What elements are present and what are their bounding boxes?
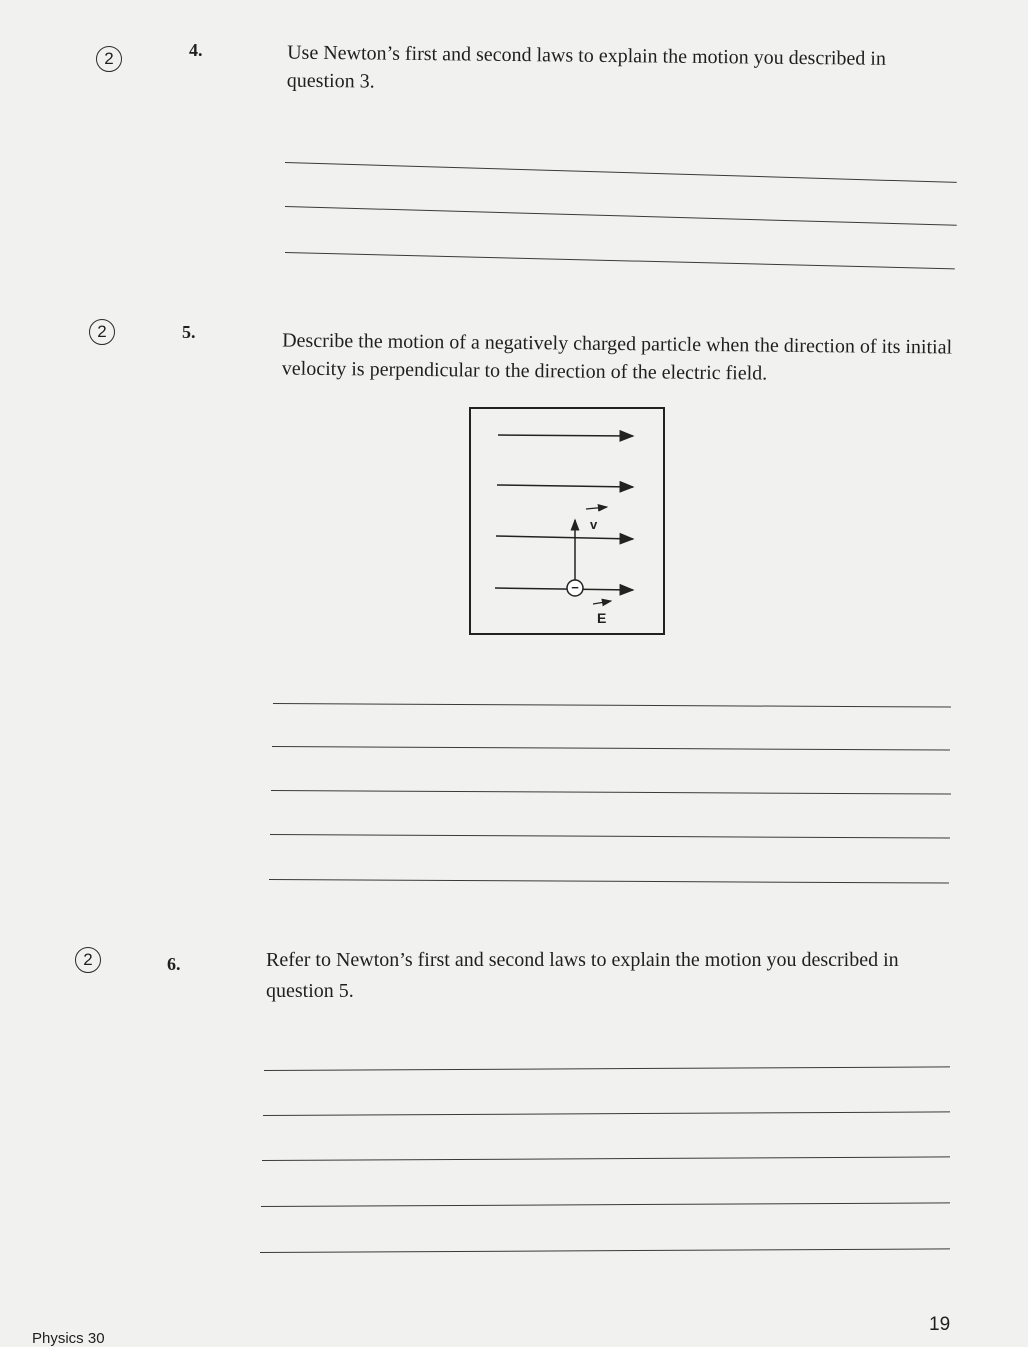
question-text: Refer to Newton’s first and second laws to explain the motion you described in question 5. (266, 949, 899, 1002)
answer-line (285, 206, 957, 226)
velocity-label: v (590, 517, 598, 532)
question-number: 4. (189, 40, 203, 60)
question-text: Use Newton’s first and second laws to explain the motion you described in question 3. (286, 41, 887, 93)
answer-line (260, 1248, 950, 1253)
field-label-arrow (593, 601, 611, 604)
velocity-label-arrow (586, 507, 607, 509)
answer-line (271, 790, 951, 795)
answer-line (270, 834, 950, 839)
question-text: Describe the motion of a negatively charged particle when the direction of its initial velocity is perpendicular to the direction of the electric field. (281, 329, 953, 385)
answer-line (263, 1111, 950, 1116)
answer-line (261, 1202, 950, 1207)
field-line (498, 435, 633, 436)
course-name: Physics 30 (32, 1330, 105, 1347)
field-line (495, 588, 633, 590)
marks-circle: 2 (96, 46, 122, 72)
question-number: 6. (167, 954, 181, 974)
field-line (496, 536, 633, 539)
answer-line (264, 1066, 950, 1071)
charge-sign: − (571, 580, 579, 595)
answer-line (272, 746, 950, 751)
answer-line (285, 252, 955, 269)
answer-line (269, 879, 949, 884)
question-number: 5. (182, 322, 196, 342)
answer-line (262, 1156, 950, 1161)
field-label: E (597, 610, 607, 626)
answer-line (273, 703, 951, 708)
page-number: 19 (929, 1314, 951, 1335)
marks-circle: 2 (75, 947, 101, 973)
diagram-frame (470, 408, 664, 634)
field-line (497, 485, 633, 487)
marks-circle: 2 (89, 319, 115, 345)
answer-line (285, 162, 957, 183)
electric-field-diagram (468, 405, 668, 637)
